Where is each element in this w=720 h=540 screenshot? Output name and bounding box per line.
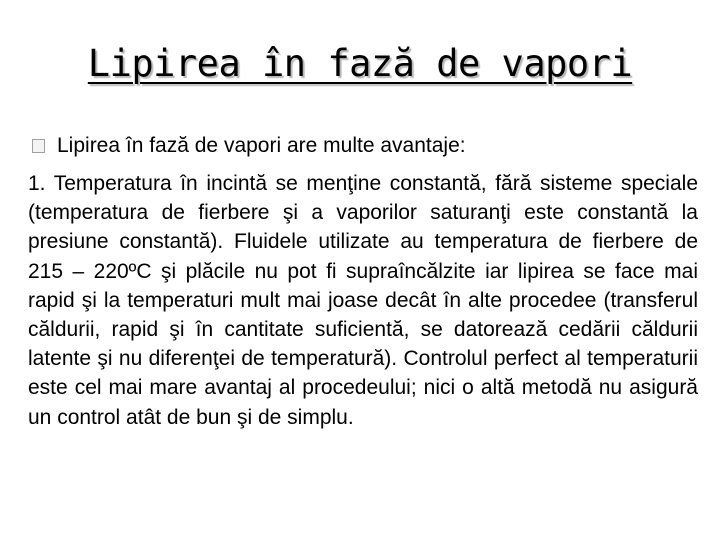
bullet-item — [32, 133, 692, 159]
square-bullet-icon — [32, 139, 45, 153]
body-paragraph: 1. Temperatura în incintă se menţine constantă, fără sisteme speciale (temperatura de fierbere şi a vaporilor saturanţi este constantă la presiune constantă). Fluidele utilizate au temperatura de fierbere de 215 – 220ºC şi plăcile nu pot fi supraîncălzite iar lipirea se face mai rapid şi la temperaturi mult mai joase decât în alte procedee (transferul căldurii, rapid şi în cantitate suficientă, se datorează cedării căldurii latente şi nu diferenţei de temperatură). Controlul perfect al temperaturii este cel mai mare avantaj al procedeului; nici o altă metodă nu asigură un control atât de bun şi de simplu. — [28, 172, 698, 429]
bullet-intro-text: Lipirea în fază de vapori are multe avantaje: — [57, 134, 466, 157]
slide-title-text: Lipirea în fază de vapori — [87, 42, 633, 85]
slide-title — [0, 38, 720, 90]
